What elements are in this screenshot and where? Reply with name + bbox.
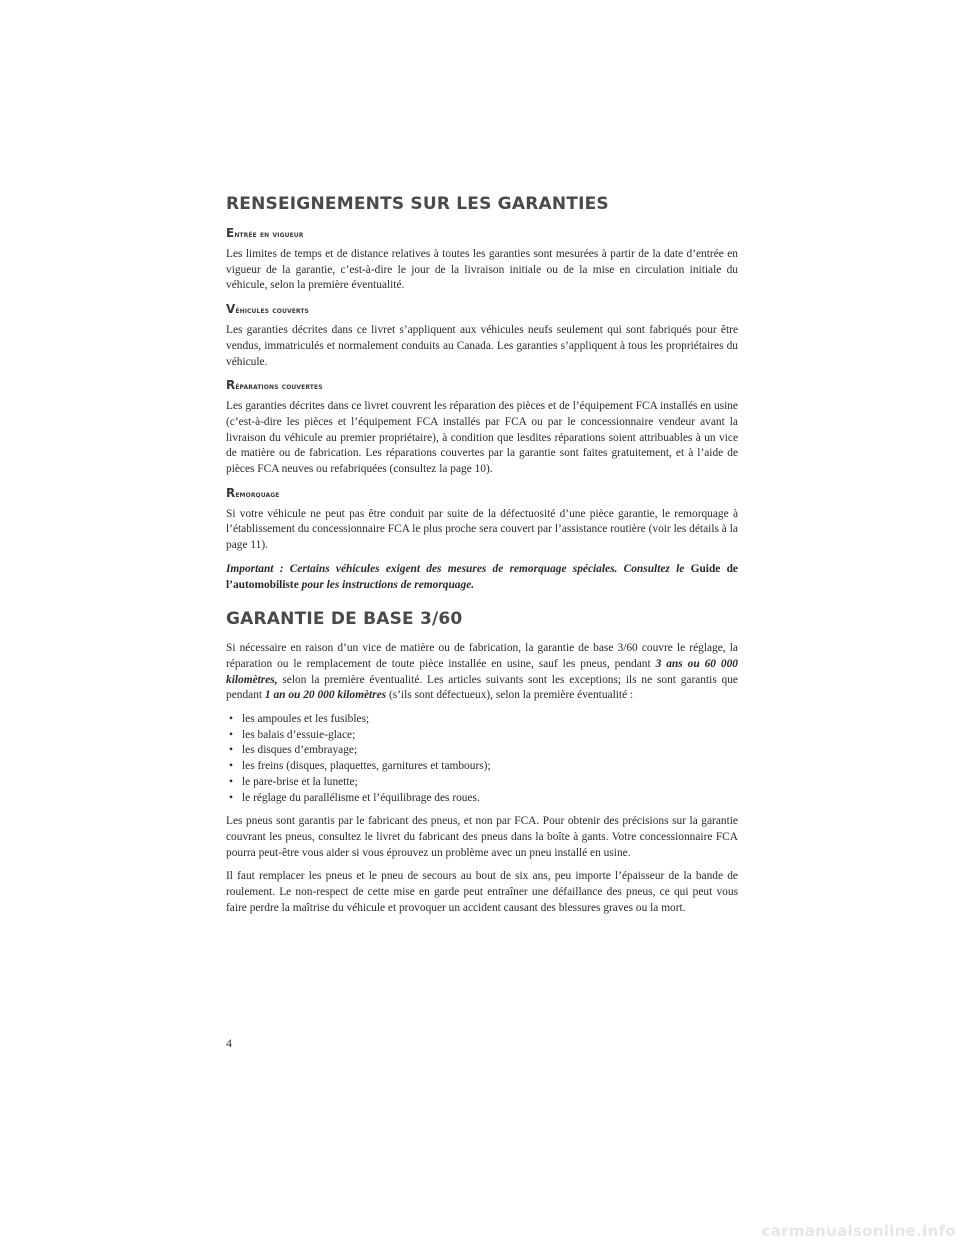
section-title-base: GARANTIE DE BASE 3/60 — [226, 609, 463, 630]
base-paragraph-2: Les pneus sont garantis par le fabricant des pneus, et non par FCA. Pour obtenir des précisions sur la garantie couvrant les pneus, consultez le livret du fabricant des pneus dans la boîte à gants. Votre concessionnaire FCA pourra peut-être vous aider si vous éprouvez un problème avec un pneu installé en usine. — [226, 815, 738, 859]
section-heading-entree: Entrée en vigueur — [226, 226, 304, 240]
section-heading-vehicules: Véhicules couverts — [226, 302, 309, 317]
section-body-remorquage: Si votre véhicule ne peut pas être conduit par suite de la défectuosité d’une pièce garantie, le remorquage à l’établissement du concessionnaire FCA le plus proche sera couvert par l’assistance routière (voir les détails à la page 11). — [226, 507, 738, 552]
page-number: 4 — [226, 1036, 232, 1050]
watermark: carmanualsonline.info — [761, 1222, 956, 1240]
list-item: • le réglage du parallélisme et l’équilibrage des roues. — [229, 791, 480, 804]
list-item: • les disques d’embrayage; — [229, 744, 358, 757]
section-body-vehicules: Les garanties décrites dans ce livret s’appliquent aux véhicules neufs seulement qui sont fabriqués pour être vendus, immatriculés et normalement conduits au Canada. Les garanties s’appliquent à tous les propriétaires du véhicule. — [226, 324, 738, 368]
exceptions-list — [226, 712, 738, 806]
list-item: • les freins (disques, plaquettes, garnitures et tambours); — [229, 760, 491, 773]
list-item: • le pare-brise et la lunette; — [229, 775, 358, 788]
section-heading-reparations: Réparations couvertes — [226, 378, 323, 393]
page-content — [226, 192, 738, 925]
important-note: Important : Certains véhicules exigent des mesures de remorquage spéciales. Consultez le Guide de l’automobiliste pour les instructions de remorquage. — [226, 562, 738, 591]
section-heading-remorquage: Remorquage — [226, 485, 280, 500]
list-item: • les ampoules et les fusibles; — [229, 713, 370, 726]
list-item: • les balais d’essuie-glace; — [229, 728, 356, 741]
section-body-entree: Les limites de temps et de distance relatives à toutes les garanties sont mesurées à partir de la date d’entrée en vigueur de la garantie, c’est-à-dire le jour de la livraison initiale ou de la mise en circulation initiale du véhicule, selon la première éventualité. — [226, 248, 738, 292]
base-paragraph-3: Il faut remplacer les pneus et le pneu de secours au bout de six ans, peu importe l’épaisseur de la bande de roulement. Le non-respect de cette mise en garde peut entraîner une défaillance des pneus, ce qui peut vous faire perdre la maîtrise du véhicule et provoquer un accident causant des blessures graves ou la mort. — [226, 870, 738, 914]
section-body-reparations: Les garanties décrites dans ce livret couvrent les réparation des pièces et de l’équipement FCA installés en usine (c’est-à-dire les pièces et l’équipement FCA installés par FCA ou par le concessionnaire vendeur avant la livraison du véhicule au premier propriétaire), à condition que lesdites réparations soient attribuables à un vice de matière ou de fabrication. Les réparations couvertes par la garantie sont faites gratuitement, et à l’aide de pièces FCA neuves ou refabriquées (consultez la page 10). — [226, 400, 738, 476]
base-paragraph-1: Si nécessaire en raison d’un vice de matière ou de fabrication, la garantie de base 3/60 couvre le réglage, la réparation ou le remplacement de toute pièce installée en usine, sauf les pneus, pendant 3 ans ou 60 000 kilomètres, selon la première éventualité. Les articles suivants sont les exceptions; ils ne sont garantis que pendant 1 an ou 20 000 kilomètres (s’ils sont défectueux), selon la première éventualité : — [226, 642, 739, 702]
page-title: RENSEIGNEMENTS SUR LES GARANTIES — [226, 194, 609, 214]
